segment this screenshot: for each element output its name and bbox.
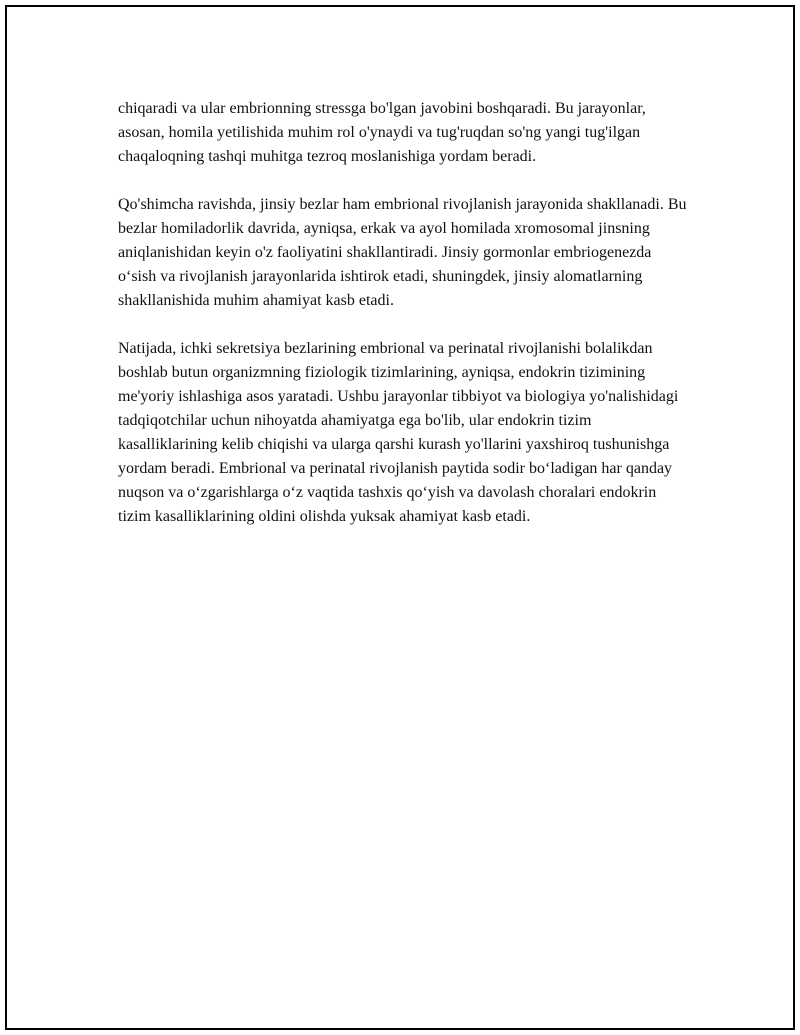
document-body — [118, 97, 688, 553]
paragraph-1: chiqaradi va ular embrionning stressga bo'lgan javobini boshqaradi. Bu jarayonlar, asosan, homila yetilishida muhim rol o'ynaydi va tug'ruqdan so'ng yangi tug'ilgan chaqaloqning tashqi muhitga tezroq moslanishiga yordam beradi. — [118, 100, 646, 165]
document-page — [5, 5, 795, 1030]
paragraph-3: Natijada, ichki sekretsiya bezlarining embrional va perinatal rivojlanishi bolalikdan boshlab butun organizmning fiziologik tizimlarining, ayniqsa, endokrin tizimining me'yoriy ishlashiga asos yaratadi. Ushbu jarayonlar tibbiyot va biologiya yo'nalishidagi tadqiqotchilar uchun nihoyatda ahamiyatga ega bo'lib, ular endokrin tizim kasalliklarining kelib chiqishi va ularga qarshi kurash yo'llarini yaxshiroq tushunishga yordam beradi. Embrional va perinatal rivojlanish paytida sodir bo‘ladigan har qanday nuqson va o‘zgarishlarga o‘z vaqtida tashxis qo‘yish va davolash choralari endokrin tizim kasalliklarining oldini olishda yuksak ahamiyat kasb etadi. — [118, 340, 679, 525]
paragraph-2: Qo'shimcha ravishda, jinsiy bezlar ham embrional rivojlanish jarayonida shakllanadi. Bu bezlar homiladorlik davrida, ayniqsa, erkak va ayol homilada xromosomal jinsning aniqlanishidan keyin o'z faoliyatini shakllantiradi. Jinsiy gormonlar embriogenezda o‘sish va rivojlanish jarayonlarida ishtirok etadi, shuningdek, jinsiy alomatlarning shakllanishida muhim ahamiyat kasb etadi. — [118, 196, 687, 309]
